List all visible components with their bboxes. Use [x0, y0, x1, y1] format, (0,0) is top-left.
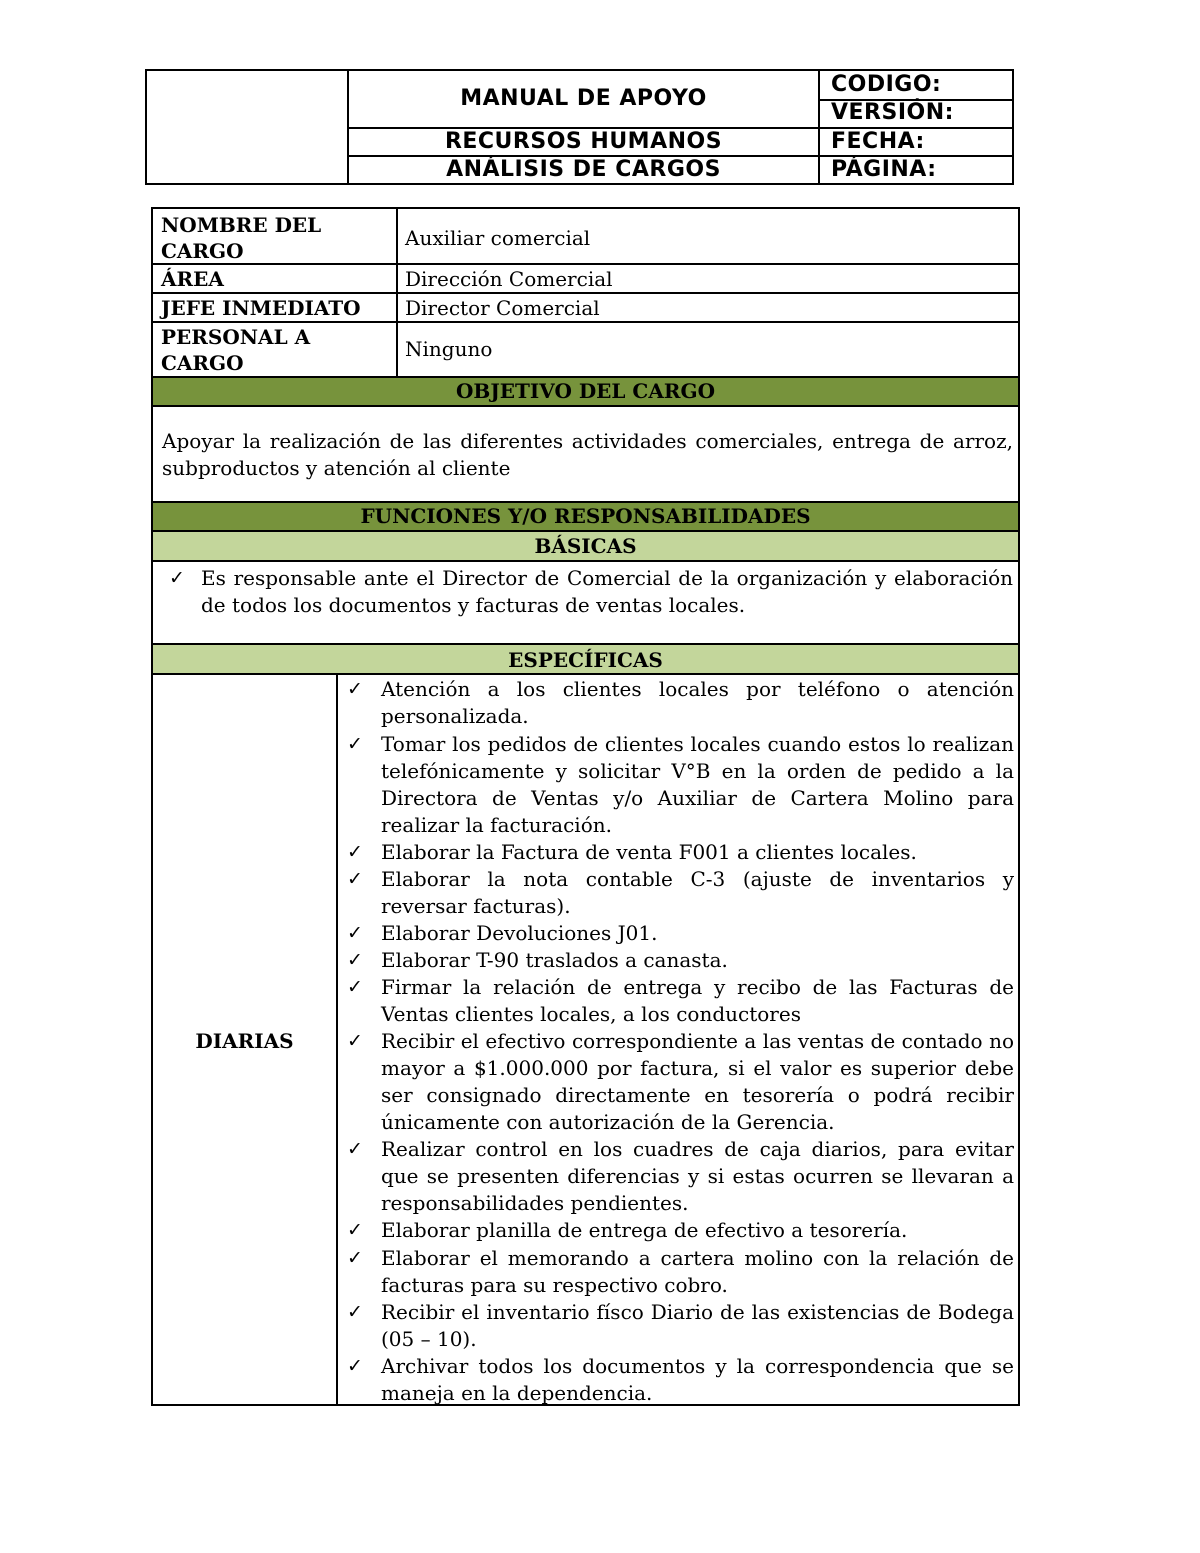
check-icon: ✓ [347, 868, 363, 890]
job-description-table [151, 207, 1020, 1406]
check-icon: ✓ [347, 1355, 363, 1377]
list-item: Tomar los pedidos de clientes locales cuando estos lo realizan telefónicamente y solicitar V°B en la orden de pedido a la Directora de Ventas y/o Auxiliar de Cartera Molino para realizar la facturación. [381, 732, 1014, 837]
nombre-label: NOMBRE DEL CARGO [161, 213, 322, 263]
list-item: Elaborar Devoluciones J01. [381, 921, 658, 945]
list-item: Firmar la relación de entrega y recibo de las Facturas de Ventas clientes locales, a los conductores [381, 975, 1014, 1026]
jefe-value: Director Comercial [405, 296, 600, 320]
check-icon: ✓ [169, 567, 185, 589]
check-icon: ✓ [347, 922, 363, 944]
table-divider [153, 673, 1018, 675]
list-item: Atención a los clientes locales por teléfono o atención personalizada. [381, 677, 1014, 728]
document-header [145, 69, 1014, 185]
table-divider [336, 675, 338, 1404]
check-icon: ✓ [347, 1301, 363, 1323]
especificas-band: ESPECÍFICAS [153, 645, 1018, 673]
list-item: Realizar control en los cuadres de caja diarios, para evitar que se presenten diferencias y si estas ocurren se llevaran a responsabilidades pendientes. [381, 1137, 1014, 1215]
list-item: Elaborar el memorando a cartera molino con la relación de facturas para su respectivo cobro. [381, 1246, 1014, 1297]
list-item: Elaborar planilla de entrega de efectivo a tesorería. [381, 1218, 908, 1242]
table-divider [153, 321, 1018, 323]
department-title: RECURSOS HUMANOS [444, 129, 723, 154]
table-divider [153, 405, 1018, 407]
fecha-label: FECHA: [831, 129, 925, 154]
diarias-label: DIARIAS [195, 1029, 294, 1053]
check-icon: ✓ [347, 841, 363, 863]
jefe-label: JEFE INMEDIATO [161, 296, 361, 320]
check-icon: ✓ [347, 949, 363, 971]
list-item: Recibir el inventario físco Diario de las existencias de Bodega (05 – 10). [381, 1300, 1014, 1351]
check-icon: ✓ [347, 1030, 363, 1052]
funciones-band: FUNCIONES Y/O RESPONSABILIDADES [153, 503, 1018, 530]
objetivo-text: Apoyar la realización de las diferentes actividades comerciales, entrega de arroz, subproductos y atención al cliente [162, 429, 1013, 480]
list-item: Elaborar la nota contable C-3 (ajuste de inventarios y reversar facturas). [381, 867, 1014, 918]
check-icon: ✓ [347, 1138, 363, 1160]
list-item: Archivar todos los documentos y la correspondencia que se maneja en la dependencia. [381, 1354, 1014, 1405]
list-item: Recibir el efectivo correspondiente a las ventas de contado no mayor a $1.000.000 por factura, si el valor es superior debe ser consignado directamente en tesorería o podrá recibir únicamente con autorización de la Gerencia. [381, 1029, 1014, 1134]
personal-value: Ninguno [405, 337, 493, 361]
list-item: Elaborar T-90 traslados a canasta. [381, 948, 728, 972]
check-icon: ✓ [347, 733, 363, 755]
area-value: Dirección Comercial [405, 267, 613, 291]
check-icon: ✓ [347, 976, 363, 998]
codigo-label: CODIGO: [831, 72, 942, 97]
manual-title: MANUAL DE APOYO [460, 86, 707, 111]
table-divider [153, 292, 1018, 294]
objetivo-band: OBJETIVO DEL CARGO [153, 378, 1018, 405]
nombre-value: Auxiliar comercial [405, 226, 591, 250]
pagina-label: PÁGINA: [831, 157, 937, 182]
table-divider [153, 560, 1018, 562]
check-icon: ✓ [347, 1219, 363, 1241]
check-icon: ✓ [347, 1247, 363, 1269]
basicas-item: Es responsable ante el Director de Comercial de la organización y elaboración de todos los documentos y facturas de ventas locales. [201, 566, 1013, 617]
version-label: VERSIÓN: [831, 100, 954, 125]
section-title: ANÁLISIS DE CARGOS [446, 157, 721, 182]
personal-label: PERSONAL A CARGO [161, 325, 311, 375]
list-item: Elaborar la Factura de venta F001 a clientes locales. [381, 840, 917, 864]
basicas-band: BÁSICAS [153, 532, 1018, 560]
check-icon: ✓ [347, 678, 363, 700]
logo-placeholder [147, 71, 349, 183]
area-label: ÁREA [161, 267, 224, 291]
